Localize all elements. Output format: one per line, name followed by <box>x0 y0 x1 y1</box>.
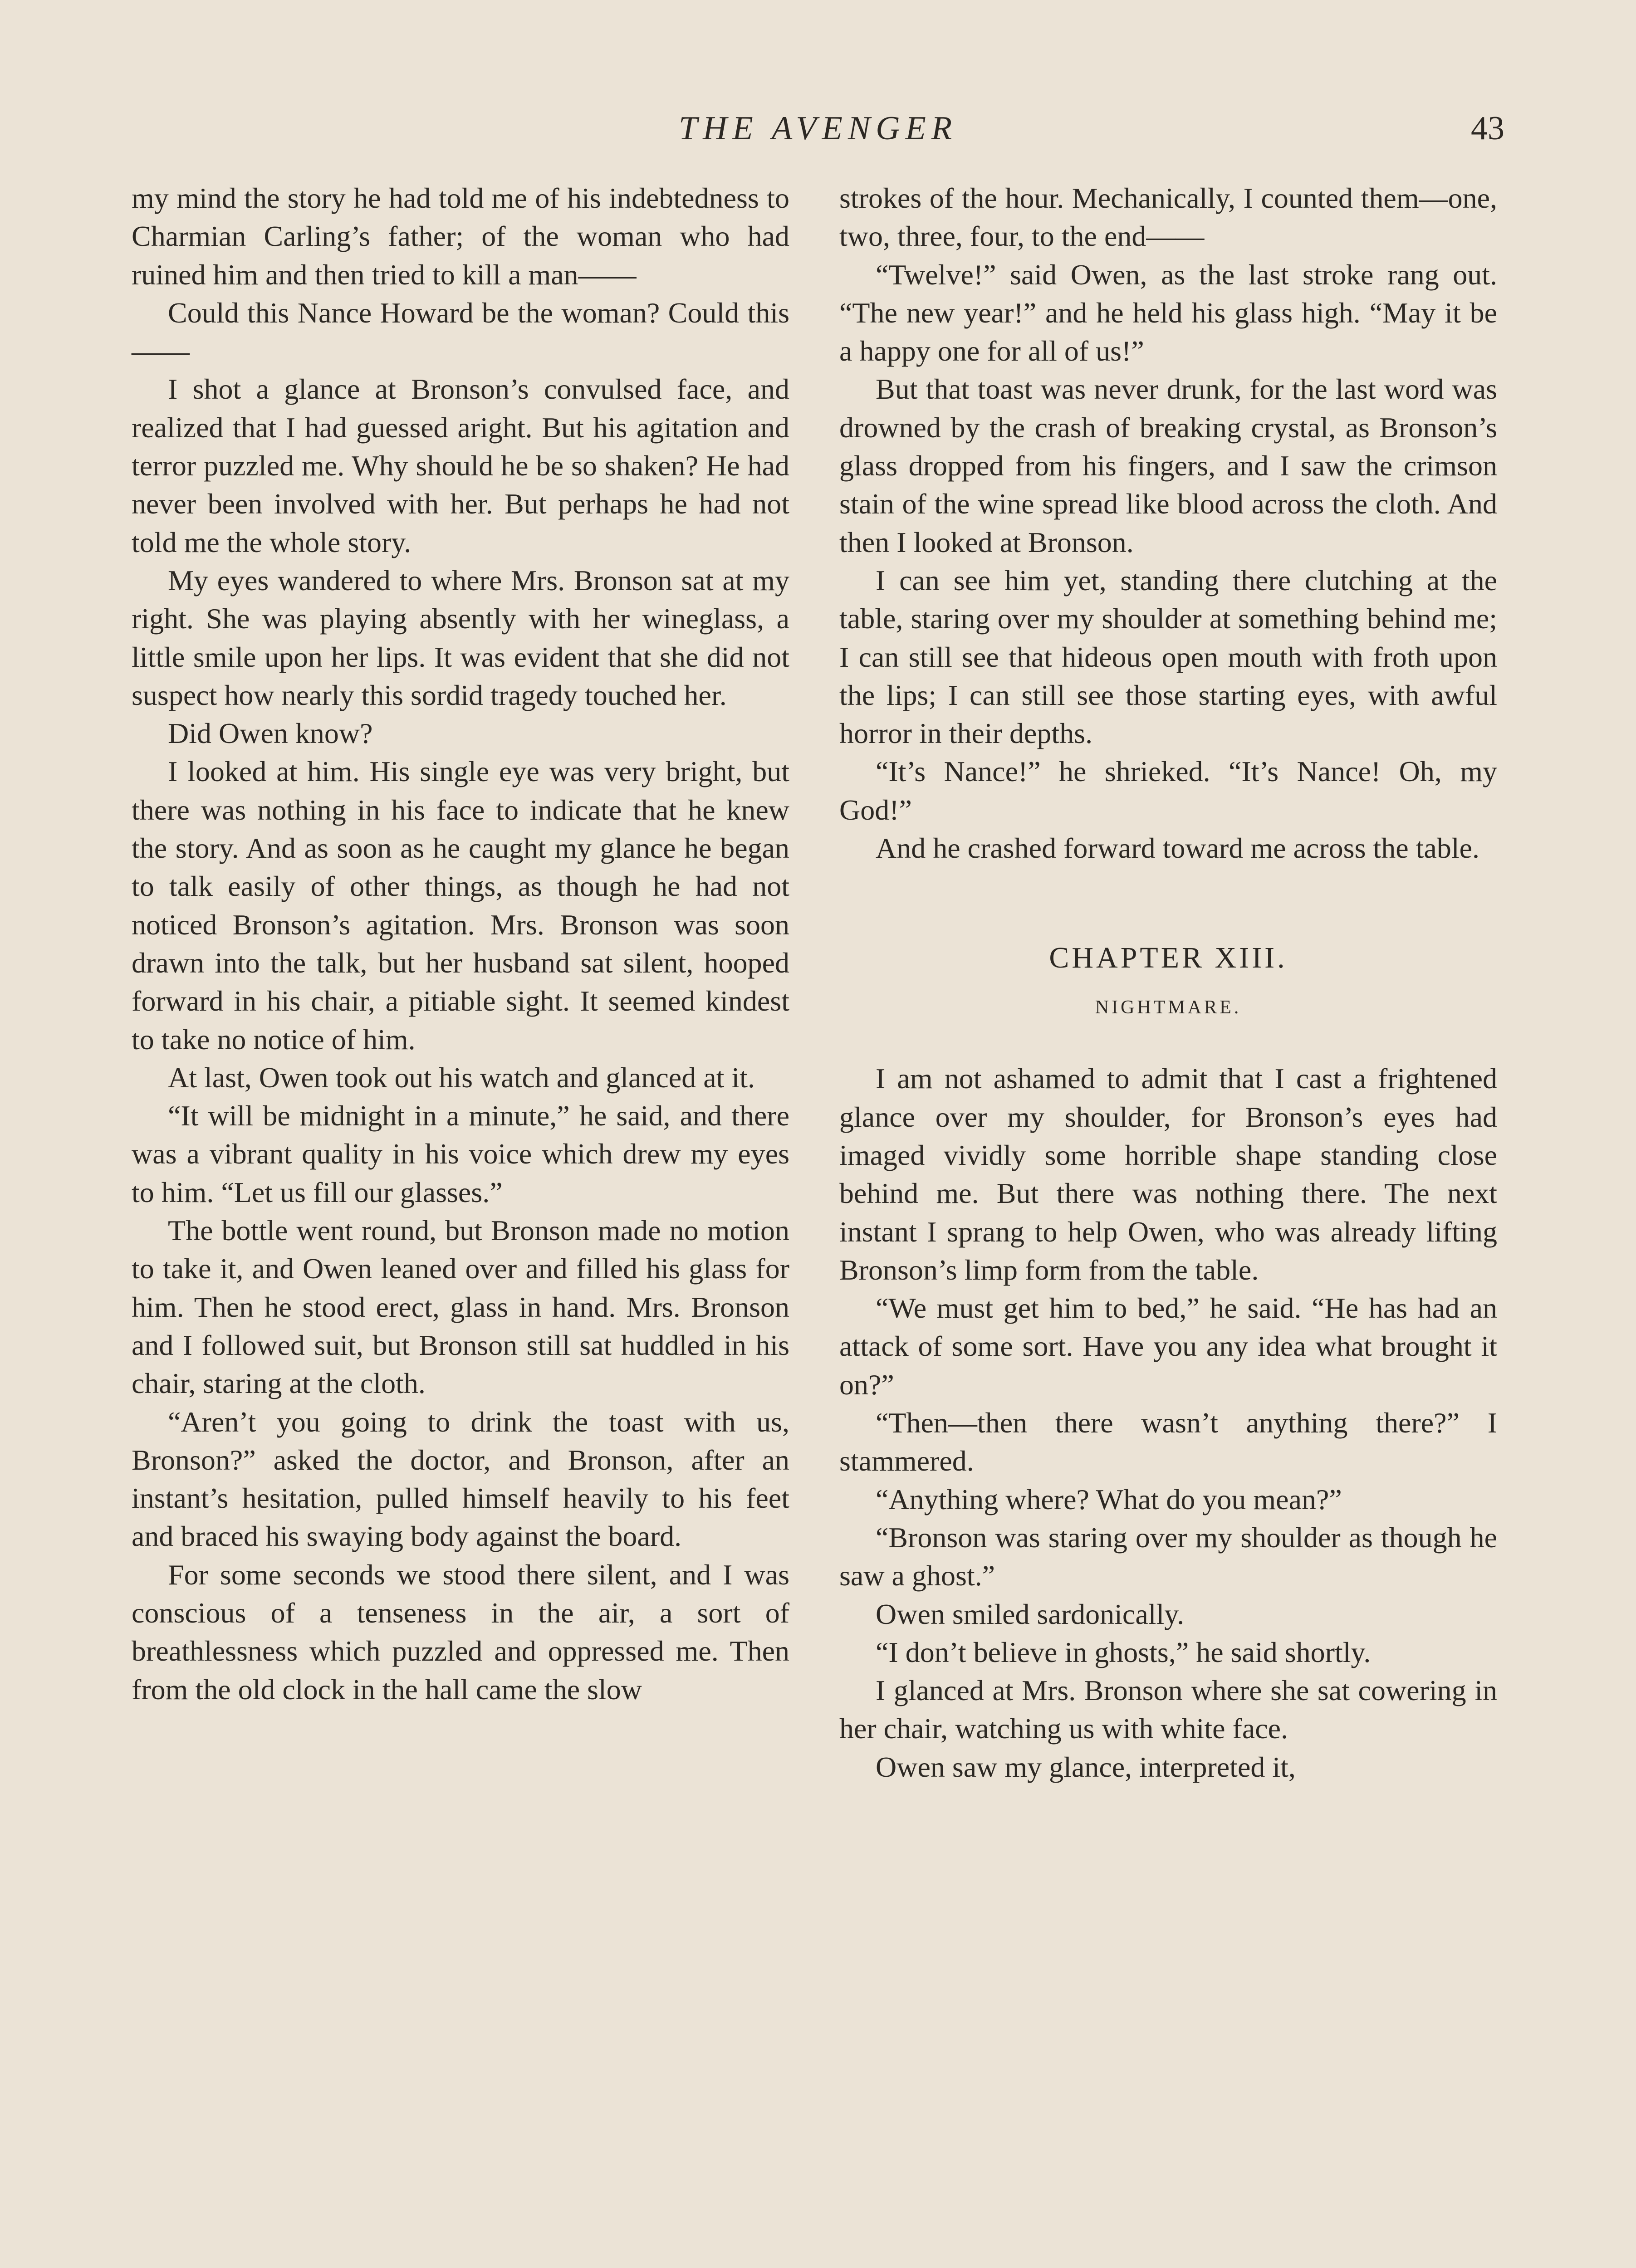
right-column <box>839 179 1497 1786</box>
paragraph: “Twelve!” said Owen, as the last stroke rang out. “The new year!” and he held his glass high. “May it be a happy one for all of us!” <box>839 258 1497 367</box>
paragraph: At last, Owen took out his watch and glanced at it. <box>168 1061 755 1094</box>
paragraph: I am not ashamed to admit that I cast a frightened glance over my shoulder, for Bronson’s eyes had imaged vividly some horrible shape standing close behind me. But there was nothing there. The next instant I sprang to help Owen, who was already lifting Bronson’s limp form from the table. <box>839 1062 1497 1286</box>
paragraph: “I don’t believe in ghosts,” he said shortly. <box>876 1636 1371 1668</box>
paragraph: “Aren’t you going to drink the toast with us, Bronson?” asked the doctor, and Bronson, after an instant’s hesitation, pulled himself heavily to his feet and braced his swaying body against the board. <box>132 1405 789 1553</box>
paragraph: strokes of the hour. Mechanically, I counted them—one, two, three, four, to the end—— <box>839 182 1497 253</box>
paragraph: I looked at him. His single eye was very bright, but there was nothing in his face to indicate that he knew the story. And as soon as he caught my glance he began to talk easily of other things, as though he had not noticed Bronson’s agitation. Mrs. Bronson was soon drawn into the talk, but her husband sat silent, hooped forward in his chair, a pitiable sight. It seemed kindest to take no notice of him. <box>132 755 789 1056</box>
paragraph: “Anything where? What do you mean?” <box>876 1483 1342 1515</box>
paragraph: “Bronson was staring over my shoulder as though he saw a ghost.” <box>839 1521 1497 1592</box>
chapter-title: CHAPTER XIII. <box>1049 941 1288 975</box>
chapter-subtitle: NIGHTMARE. <box>1095 997 1242 1018</box>
running-title: THE AVENGER <box>678 110 958 147</box>
paragraph: The bottle went round, but Bronson made no motion to take it, and Owen leaned over and filled his glass for him. Then he stood erect, glass in hand. Mrs. Bronson and I followed suit, but Bronson still sat huddled in his chair, staring at the cloth. <box>132 1214 789 1400</box>
paragraph: I can see him yet, standing there clutching at the table, staring over my shoulder at something behind me; I can still see that hideous open mouth with froth upon the lips; I can still see those starting eyes, with awful horror in their depths. <box>839 564 1497 750</box>
paragraph: “Then—then there wasn’t anything there?” I stammered. <box>839 1407 1497 1477</box>
paragraph: “It will be midnight in a minute,” he said, and there was a vibrant quality in his voice which drew my eyes to him. “Let us fill our glasses.” <box>132 1100 789 1208</box>
page-number: 43 <box>1471 110 1504 147</box>
paragraph: I glanced at Mrs. Bronson where she sat cowering in her chair, watching us with white face. <box>839 1674 1497 1745</box>
paragraph: But that toast was never drunk, for the last word was drowned by the crash of breaking crystal, as Bronson’s glass dropped from his fingers, and I saw the crimson stain of the wine spread like blood across the cloth. And then I looked at Bronson. <box>839 373 1497 558</box>
paragraph: My eyes wandered to where Mrs. Bronson sat at my right. She was playing absently with her wineglass, a little smile upon her lips. It was evident that she did not suspect how nearly this sordid tragedy touched her. <box>132 564 789 711</box>
chapter-heading <box>839 935 1497 1028</box>
paragraph: Did Owen know? <box>168 717 373 750</box>
paragraph: Owen smiled sardonically. <box>876 1598 1185 1630</box>
page-header <box>0 103 1636 153</box>
paragraph: Could this Nance Howard be the woman? Could this—— <box>132 296 789 367</box>
paragraph: “We must get him to bed,” he said. “He has had an attack of some sort. Have you any idea what brought it on?” <box>839 1292 1497 1401</box>
left-column <box>132 179 789 1709</box>
paragraph: For some seconds we stood there silent, and I was conscious of a tenseness in the air, a sort of breathlessness which puzzled and oppressed me. Then from the old clock in the hall came the slow <box>132 1558 789 1706</box>
paragraph: I shot a glance at Bronson’s convulsed face, and realized that I had guessed aright. But his agitation and terror puzzled me. Why should he be so shaken? He had never been involved with her. But perhaps he had not told me the whole story. <box>132 373 789 558</box>
paragraph: And he crashed forward toward me across the table. <box>876 832 1480 865</box>
paragraph: Owen saw my glance, interpreted it, <box>876 1750 1296 1783</box>
paragraph: “It’s Nance!” he shrieked. “It’s Nance! Oh, my God!” <box>839 755 1497 826</box>
paragraph: my mind the story he had told me of his indebtedness to Charmian Carling’s father; of the woman who had ruined him and then tried to kill a man—— <box>132 182 789 291</box>
